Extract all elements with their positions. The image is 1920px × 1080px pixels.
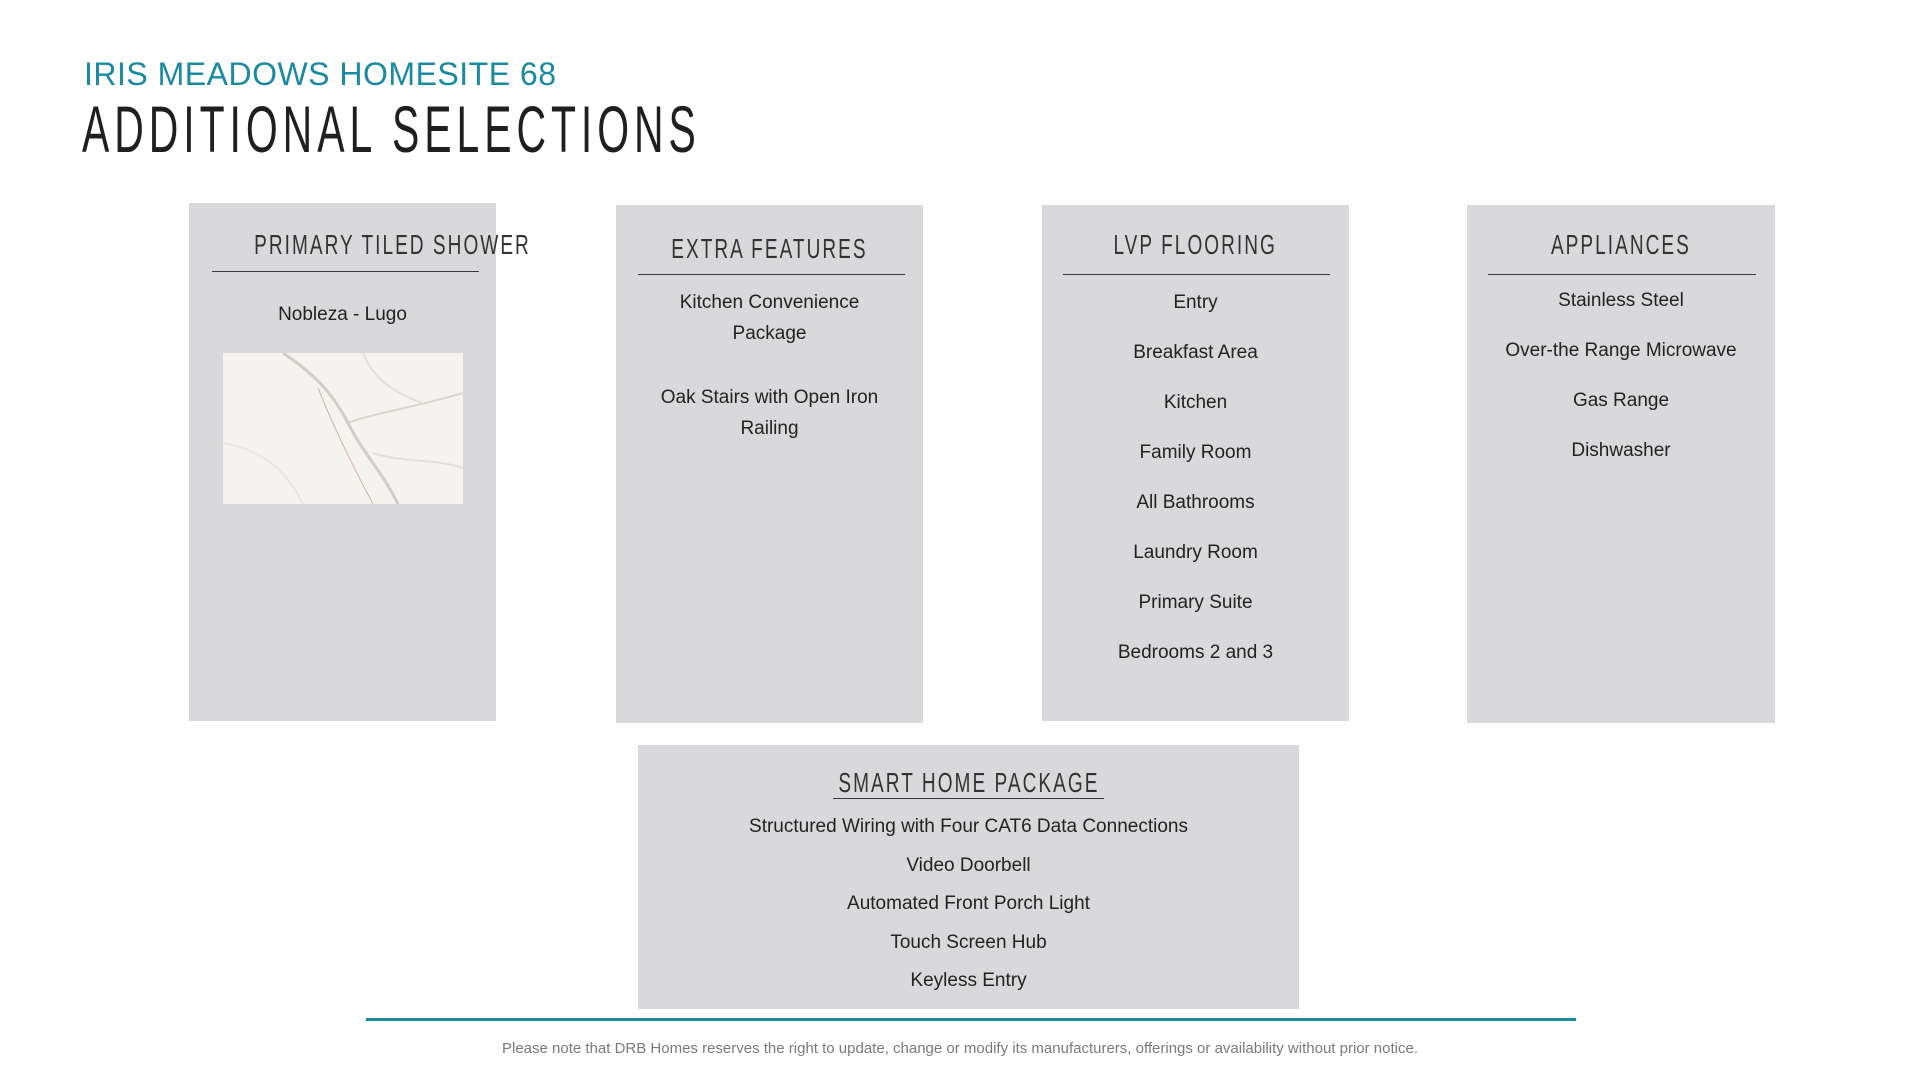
list-item: Family Room xyxy=(1139,442,1252,463)
list-item: Kitchen xyxy=(1163,392,1228,413)
panel-heading: PRIMARY TILED SHOWER xyxy=(254,229,531,260)
list-item: Entry xyxy=(1173,292,1218,313)
list-item: Over-the Range Microwave xyxy=(1505,340,1737,361)
panel-extra-features xyxy=(616,205,923,723)
list-item: Oak Stairs with Open Iron xyxy=(660,387,879,408)
disclaimer-note: Please note that DRB Homes reserves the right to update, change or modify its manufacturers, offerings or availability without prior notice. xyxy=(501,1040,1418,1057)
list-item: Kitchen Convenience xyxy=(679,292,860,313)
list-item: Dishwasher xyxy=(1571,440,1671,461)
list-item: All Bathrooms xyxy=(1136,492,1255,513)
marble-tile-swatch-icon xyxy=(223,353,463,504)
list-item: Breakfast Area xyxy=(1133,342,1258,363)
list-item: Video Doorbell xyxy=(906,855,1031,876)
list-item: Package xyxy=(732,323,807,344)
page-title: ADDITIONAL SELECTIONS xyxy=(82,92,701,166)
heading-divider xyxy=(833,798,1104,799)
list-item: Automated Front Porch Light xyxy=(847,893,1090,914)
panel-heading: EXTRA FEATURES xyxy=(671,233,868,264)
heading-divider xyxy=(638,274,905,275)
list-item: Structured Wiring with Four CAT6 Data Connections xyxy=(749,816,1188,837)
panel-heading: APPLIANCES xyxy=(1551,229,1691,260)
heading-divider xyxy=(1488,274,1756,275)
list-item: Touch Screen Hub xyxy=(890,932,1047,953)
marble-veins xyxy=(223,353,463,504)
list-item: Stainless Steel xyxy=(1558,290,1684,311)
list-item: Railing xyxy=(740,418,799,439)
list-item: Primary Suite xyxy=(1138,592,1253,613)
panel-appliances xyxy=(1467,205,1775,723)
panel-heading: SMART HOME PACKAGE xyxy=(837,767,1100,798)
homesite-subtitle: IRIS MEADOWS HOMESITE 68 xyxy=(84,56,557,92)
footer-divider xyxy=(366,1018,1576,1021)
panel-smart-home-package xyxy=(638,745,1299,1009)
list-item: Nobleza - Lugo xyxy=(278,304,407,325)
panel-heading: LVP FLOORING xyxy=(1113,229,1278,260)
heading-divider xyxy=(1063,274,1330,275)
heading-divider xyxy=(212,271,479,272)
list-item: Bedrooms 2 and 3 xyxy=(1117,642,1274,663)
list-item: Keyless Entry xyxy=(910,970,1027,991)
list-item: Laundry Room xyxy=(1133,542,1258,563)
panel-lvp-flooring xyxy=(1042,205,1349,721)
panel-primary-tiled-shower xyxy=(189,203,531,721)
list-item: Gas Range xyxy=(1572,390,1670,411)
